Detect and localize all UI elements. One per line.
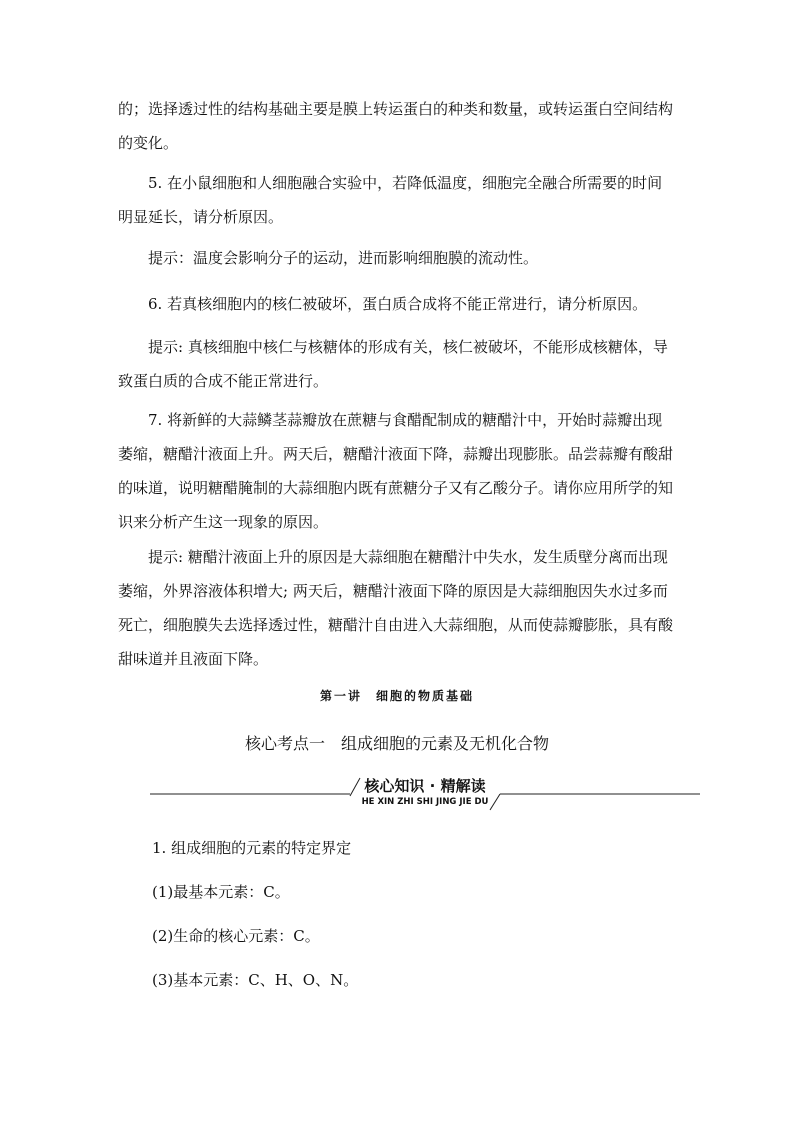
item-2: (1)最基本元素：C。: [152, 883, 290, 901]
answer-5: 提示：温度会影响分子的运动，进而影响细胞膜的流动性。: [148, 249, 539, 267]
answer-7: 提示: 糖醋汁液面上升的原因是大蒜细胞在糖醋汁中失水，发生质壁分离而出现萎缩，外界溶液体积增大; 两天后，糖醋汁液面下降的原因是大蒜细胞因失水过多而死亡，细胞膜失去选择透过性，糖醋汁自由进入大蒜细胞，从而使蒜瓣膨胀，具有酸甜味道并且液面下降。: [118, 548, 674, 668]
answer-6: 提示: 真核细胞中核仁与核糖体的形成有关，核仁被破坏，不能形成核糖体，导致蛋白质的合成不能正常进行。: [118, 338, 668, 390]
banner-subtitle: HE XIN ZHI SHI JING JIE DU: [361, 797, 489, 807]
question-5: 5. 在小鼠细胞和人细胞融合实验中，若降低温度，细胞完全融合所需要的时间明显延长，请分析原因。: [118, 174, 663, 226]
section-title: 核心考点一 组成细胞的元素及无机化合物: [244, 734, 549, 753]
question-7: 7. 将新鲜的大蒜鳞茎蒜瓣放在蔗糖与食醋配制成的糖醋汁中，开始时蒜瓣出现萎缩，糖醋汁液面上升。两天后，糖醋汁液面下降，蒜瓣出现膨胀。品尝蒜瓣有酸甜的味道，说明糖醋腌制的大蒜细胞内既有蔗糖分子又有乙酸分子。请你应用所学的知识来分析产生这一现象的原因。: [118, 411, 674, 531]
paragraph-continuation: 的；选择透过性的结构基础主要是膜上转运蛋白的种类和数量，或转运蛋白空间结构的变化。: [118, 100, 674, 152]
item-1: 1. 组成细胞的元素的特定界定: [152, 839, 352, 857]
item-3: (2)生命的核心元素：C。: [152, 927, 320, 945]
item-4: (3)基本元素：C、H、O、N。: [152, 971, 359, 989]
question-6: 6. 若真核细胞内的核仁被破坏，蛋白质合成将不能正常进行，请分析原因。: [148, 295, 648, 313]
section-banner: [150, 772, 700, 816]
banner-title: 核心知识 · 精解读: [364, 777, 486, 795]
chapter-title: 第一讲 细胞的物质基础: [319, 689, 474, 703]
